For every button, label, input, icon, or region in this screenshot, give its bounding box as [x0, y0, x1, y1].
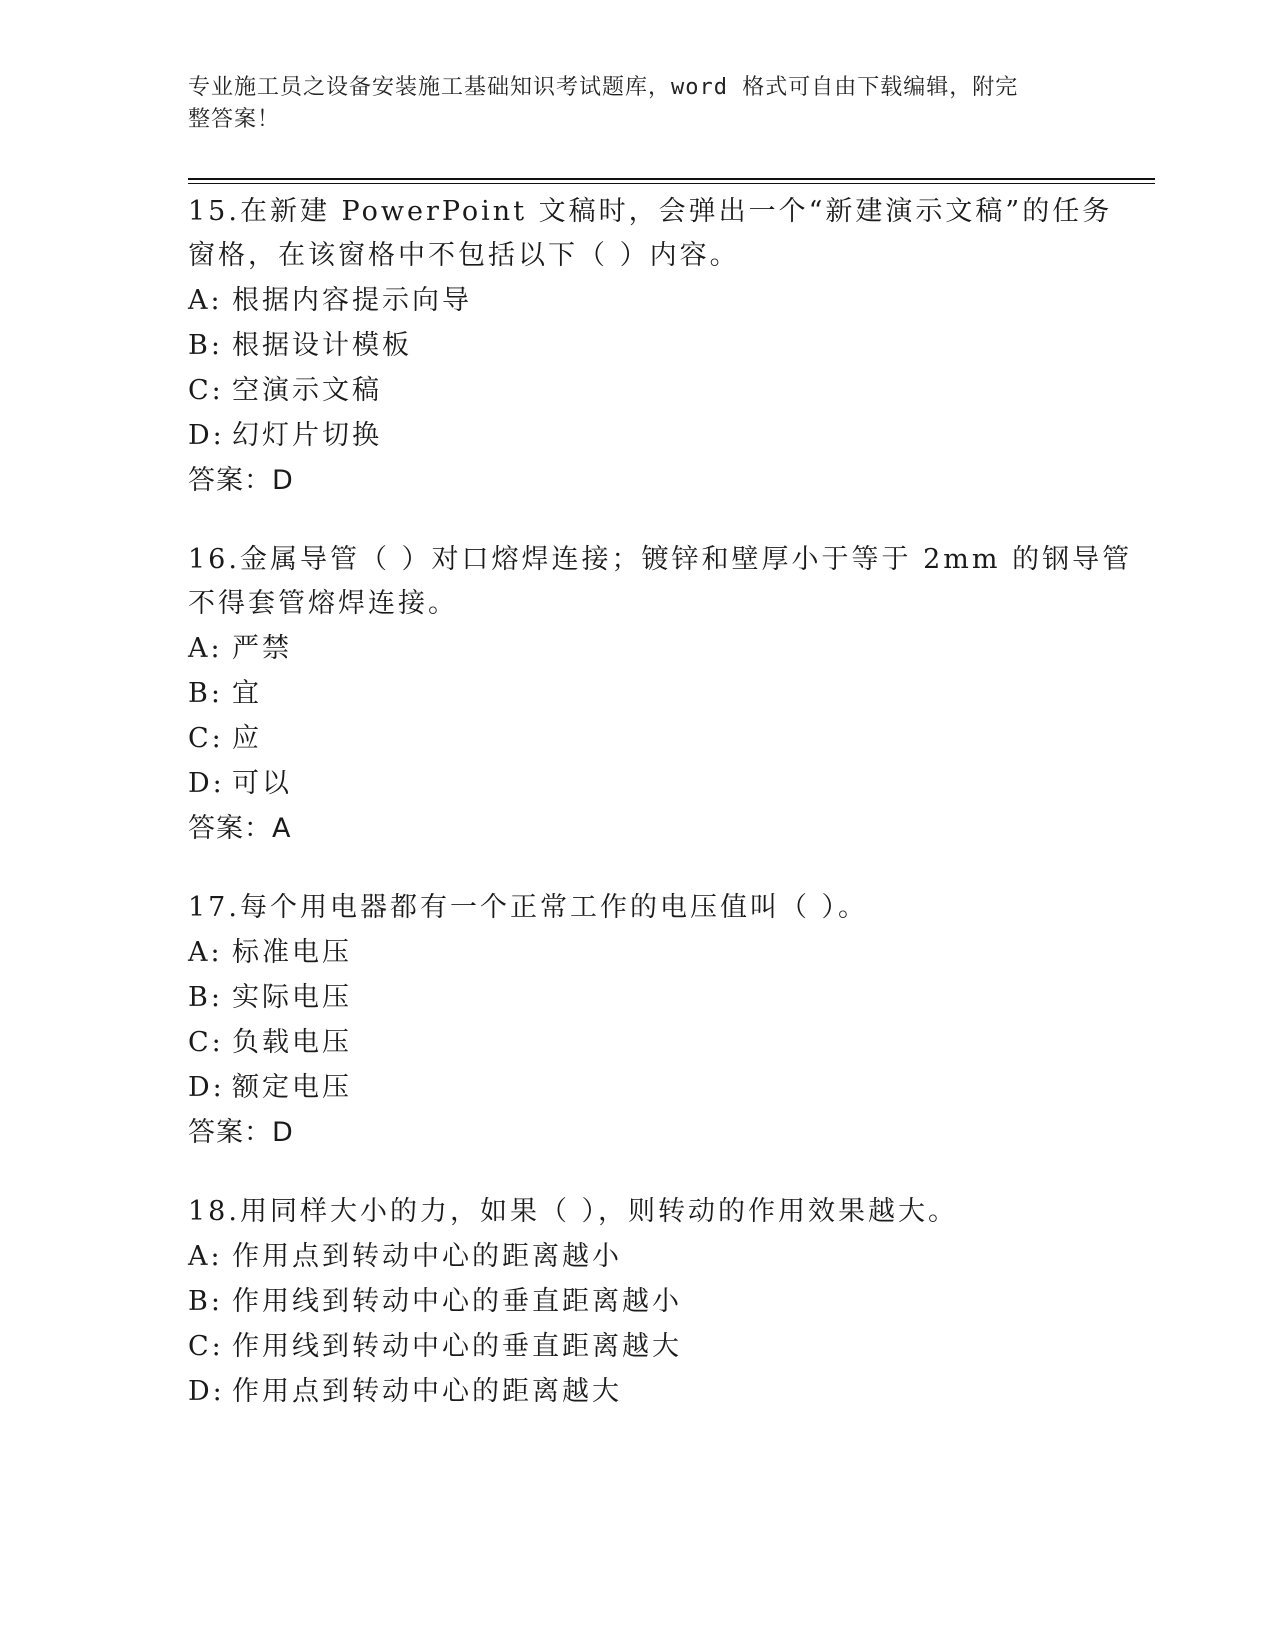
option-text: 作用点到转动中心的距离越大 — [232, 1376, 622, 1407]
question-16 — [188, 538, 1133, 852]
option-b — [188, 323, 1088, 368]
option-text: 严禁 — [232, 633, 292, 664]
option-key: D: — [188, 768, 225, 799]
answer-line: 答案：A — [188, 813, 292, 844]
option-text: 宜 — [232, 678, 262, 709]
stem-line: 16.金属导管（ ）对口熔焊连接；镀锌和壁厚小于等于 2mm 的钢导管 — [188, 544, 1133, 575]
question-list — [188, 190, 1133, 1448]
option-text: 作用点到转动中心的距离越小 — [232, 1241, 622, 1272]
option-a — [188, 930, 1088, 975]
question-15 — [188, 190, 1113, 504]
option-key: A: — [188, 633, 223, 664]
option-a — [188, 1234, 1088, 1279]
question-stem — [188, 886, 1088, 930]
option-a — [188, 278, 1088, 323]
option-key: D: — [188, 1072, 225, 1103]
option-key: C: — [188, 375, 224, 406]
option-a — [188, 626, 1088, 671]
option-text: 空演示文稿 — [232, 375, 382, 406]
answer-line: 答案：D — [188, 1117, 294, 1148]
option-key: B: — [188, 1286, 223, 1317]
option-c — [188, 716, 1088, 761]
option-c — [188, 1020, 1088, 1065]
option-d — [188, 1065, 1088, 1110]
option-text: 标准电压 — [232, 937, 352, 968]
question-17 — [188, 886, 1088, 1156]
question-stem — [188, 538, 1133, 626]
option-key: A: — [188, 1241, 223, 1272]
option-b — [188, 671, 1088, 716]
option-key: B: — [188, 330, 223, 361]
document-header — [188, 72, 1068, 136]
header-line-2: 整答案！ — [188, 107, 281, 132]
option-key: A: — [188, 285, 223, 316]
option-text: 可以 — [232, 768, 292, 799]
option-text: 作用线到转动中心的垂直距离越小 — [232, 1286, 682, 1317]
stem-line: 不得套管熔焊连接。 — [188, 588, 458, 619]
option-text: 根据设计模板 — [232, 330, 412, 361]
option-key: C: — [188, 723, 224, 754]
option-text: 幻灯片切换 — [232, 420, 382, 451]
option-key: D: — [188, 1376, 225, 1407]
header-divider-thick — [188, 178, 1155, 180]
option-text: 应 — [232, 723, 262, 754]
option-c — [188, 368, 1088, 413]
option-text: 实际电压 — [232, 982, 352, 1013]
option-b — [188, 975, 1088, 1020]
option-b — [188, 1279, 1088, 1324]
question-18 — [188, 1190, 1088, 1414]
header-divider-thin — [188, 183, 1155, 184]
header-line-1: 专业施工员之设备安装施工基础知识考试题库，word 格式可自由下载编辑，附完 — [188, 75, 1019, 100]
option-text: 根据内容提示向导 — [232, 285, 472, 316]
stem-line: 17.每个用电器都有一个正常工作的电压值叫（ ）。 — [188, 892, 869, 923]
stem-line: 15.在新建 PowerPoint 文稿时，会弹出一个“新建演示文稿”的任务 — [188, 196, 1113, 227]
stem-line: 18.用同样大小的力，如果（ ），则转动的作用效果越大。 — [188, 1196, 959, 1227]
option-d — [188, 761, 1088, 806]
question-stem — [188, 190, 1113, 278]
option-text: 作用线到转动中心的垂直距离越大 — [232, 1331, 682, 1362]
option-key: B: — [188, 982, 223, 1013]
question-stem — [188, 1190, 1088, 1234]
option-key: D: — [188, 420, 225, 451]
option-text: 额定电压 — [232, 1072, 352, 1103]
option-key: B: — [188, 678, 223, 709]
option-c — [188, 1324, 1088, 1369]
answer-line: 答案：D — [188, 465, 294, 496]
option-key: A: — [188, 937, 223, 968]
stem-line: 窗格，在该窗格中不包括以下（ ）内容。 — [188, 240, 740, 271]
option-d — [188, 1369, 1088, 1414]
option-key: C: — [188, 1027, 224, 1058]
option-key: C: — [188, 1331, 224, 1362]
option-d — [188, 413, 1088, 458]
option-text: 负载电压 — [232, 1027, 352, 1058]
